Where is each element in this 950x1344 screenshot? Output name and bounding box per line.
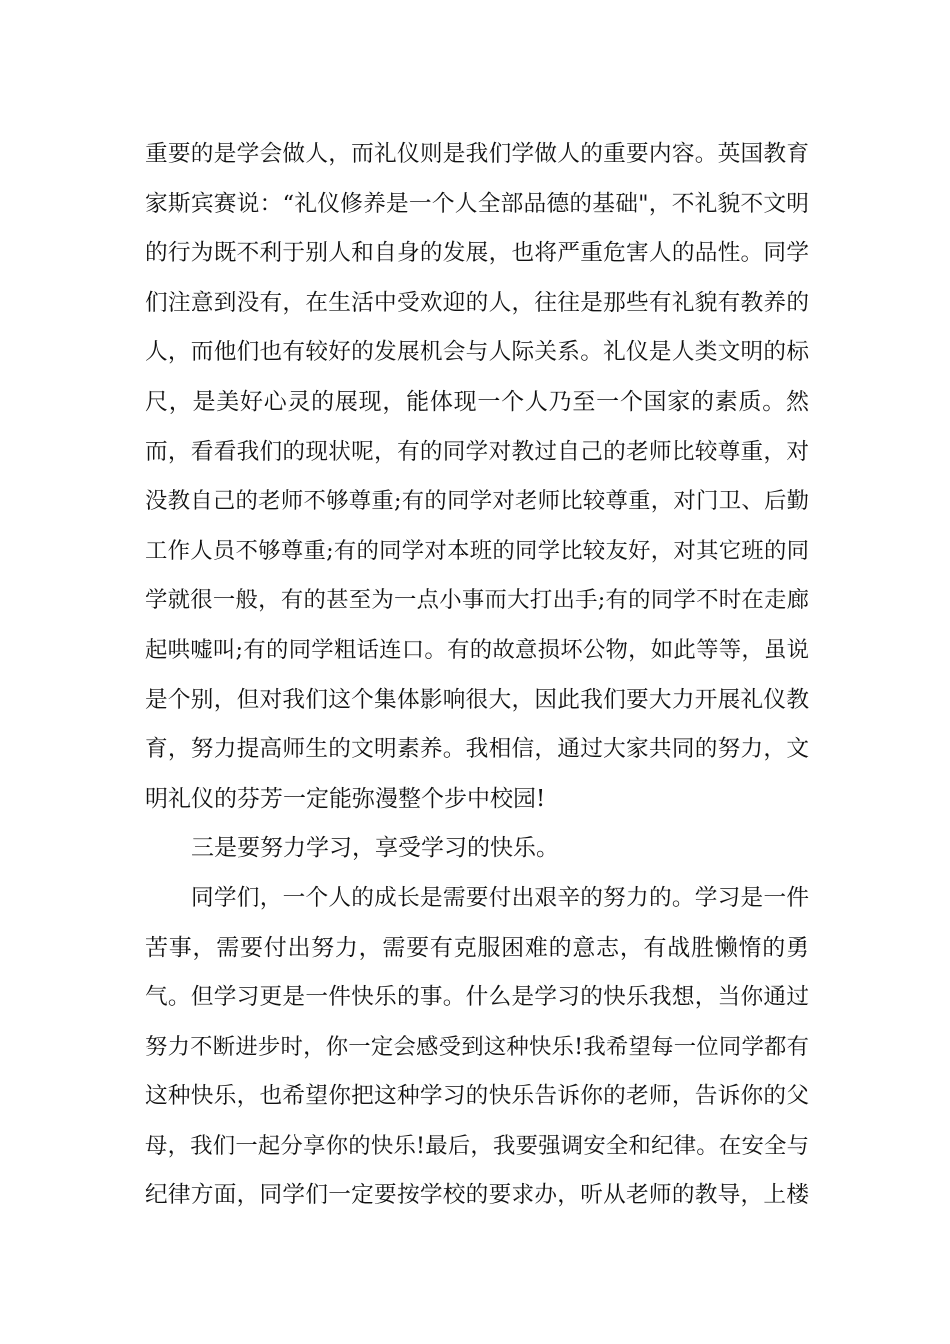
text-line: 家斯宾赛说：“礼仪修养是一个人全部品德的基础"，不礼貌不文明 <box>145 190 809 217</box>
text-line: 的行为既不利于别人和自身的发展，也将严重危害人的品性。同学 <box>145 240 809 267</box>
text-line: 没教自己的老师不够尊重;有的同学对老师比较尊重，对门卫、后勤 <box>145 488 809 515</box>
text-line: 努力不断进步时，你一定会感受到这种快乐!我希望每一位同学都有 <box>145 1033 809 1060</box>
body-text <box>145 130 809 1221</box>
text-line: 起哄嘘叫;有的同学粗话连口。有的故意损坏公物，如此等等，虽说 <box>145 636 809 663</box>
section-heading: 三是要努力学习，享受学习的快乐。 <box>191 835 559 862</box>
text-line: 纪律方面，同学们一定要按学校的要求办，听从老师的教导，上楼 <box>145 1182 809 1209</box>
text-line: 尺，是美好心灵的展现，能体现一个人乃至一个国家的素质。然 <box>145 388 809 415</box>
text-line: 苦事，需要付出努力，需要有克服困难的意志，有战胜懒惰的勇 <box>145 934 809 961</box>
text-line: 明礼仪的芬芳一定能弥漫整个步中校园! <box>145 785 546 812</box>
text-line: 们注意到没有，在生活中受欢迎的人，往往是那些有礼貌有教养的 <box>145 289 809 316</box>
text-line: 气。但学习更是一件快乐的事。什么是学习的快乐我想，当你通过 <box>145 984 809 1011</box>
text-line: 育，努力提高师生的文明素养。我相信，通过大家共同的努力，文 <box>145 736 809 763</box>
text-line: 工作人员不够尊重;有的同学对本班的同学比较友好，对其它班的同 <box>145 537 809 564</box>
text-line: 母，我们一起分享你的快乐!最后，我要强调安全和纪律。在安全与 <box>145 1132 809 1159</box>
text-line: 重要的是学会做人，而礼仪则是我们学做人的重要内容。英国教育 <box>145 141 809 167</box>
text-line: 同学们，一个人的成长是需要付出艰辛的努力的。学习是一件 <box>191 884 809 911</box>
text-line: 而，看看我们的现状呢，有的同学对教过自己的老师比较尊重，对 <box>145 438 809 465</box>
text-line: 学就很一般，有的甚至为一点小事而大打出手;有的同学不时在走廊 <box>145 587 809 614</box>
text-line: 是个别，但对我们这个集体影响很大，因此我们要大力开展礼仪教 <box>145 686 809 713</box>
text-line: 这种快乐，也希望你把这种学习的快乐告诉你的老师，告诉你的父 <box>145 1083 809 1110</box>
text-line: 人，而他们也有较好的发展机会与人际关系。礼仪是人类文明的标 <box>145 339 809 366</box>
